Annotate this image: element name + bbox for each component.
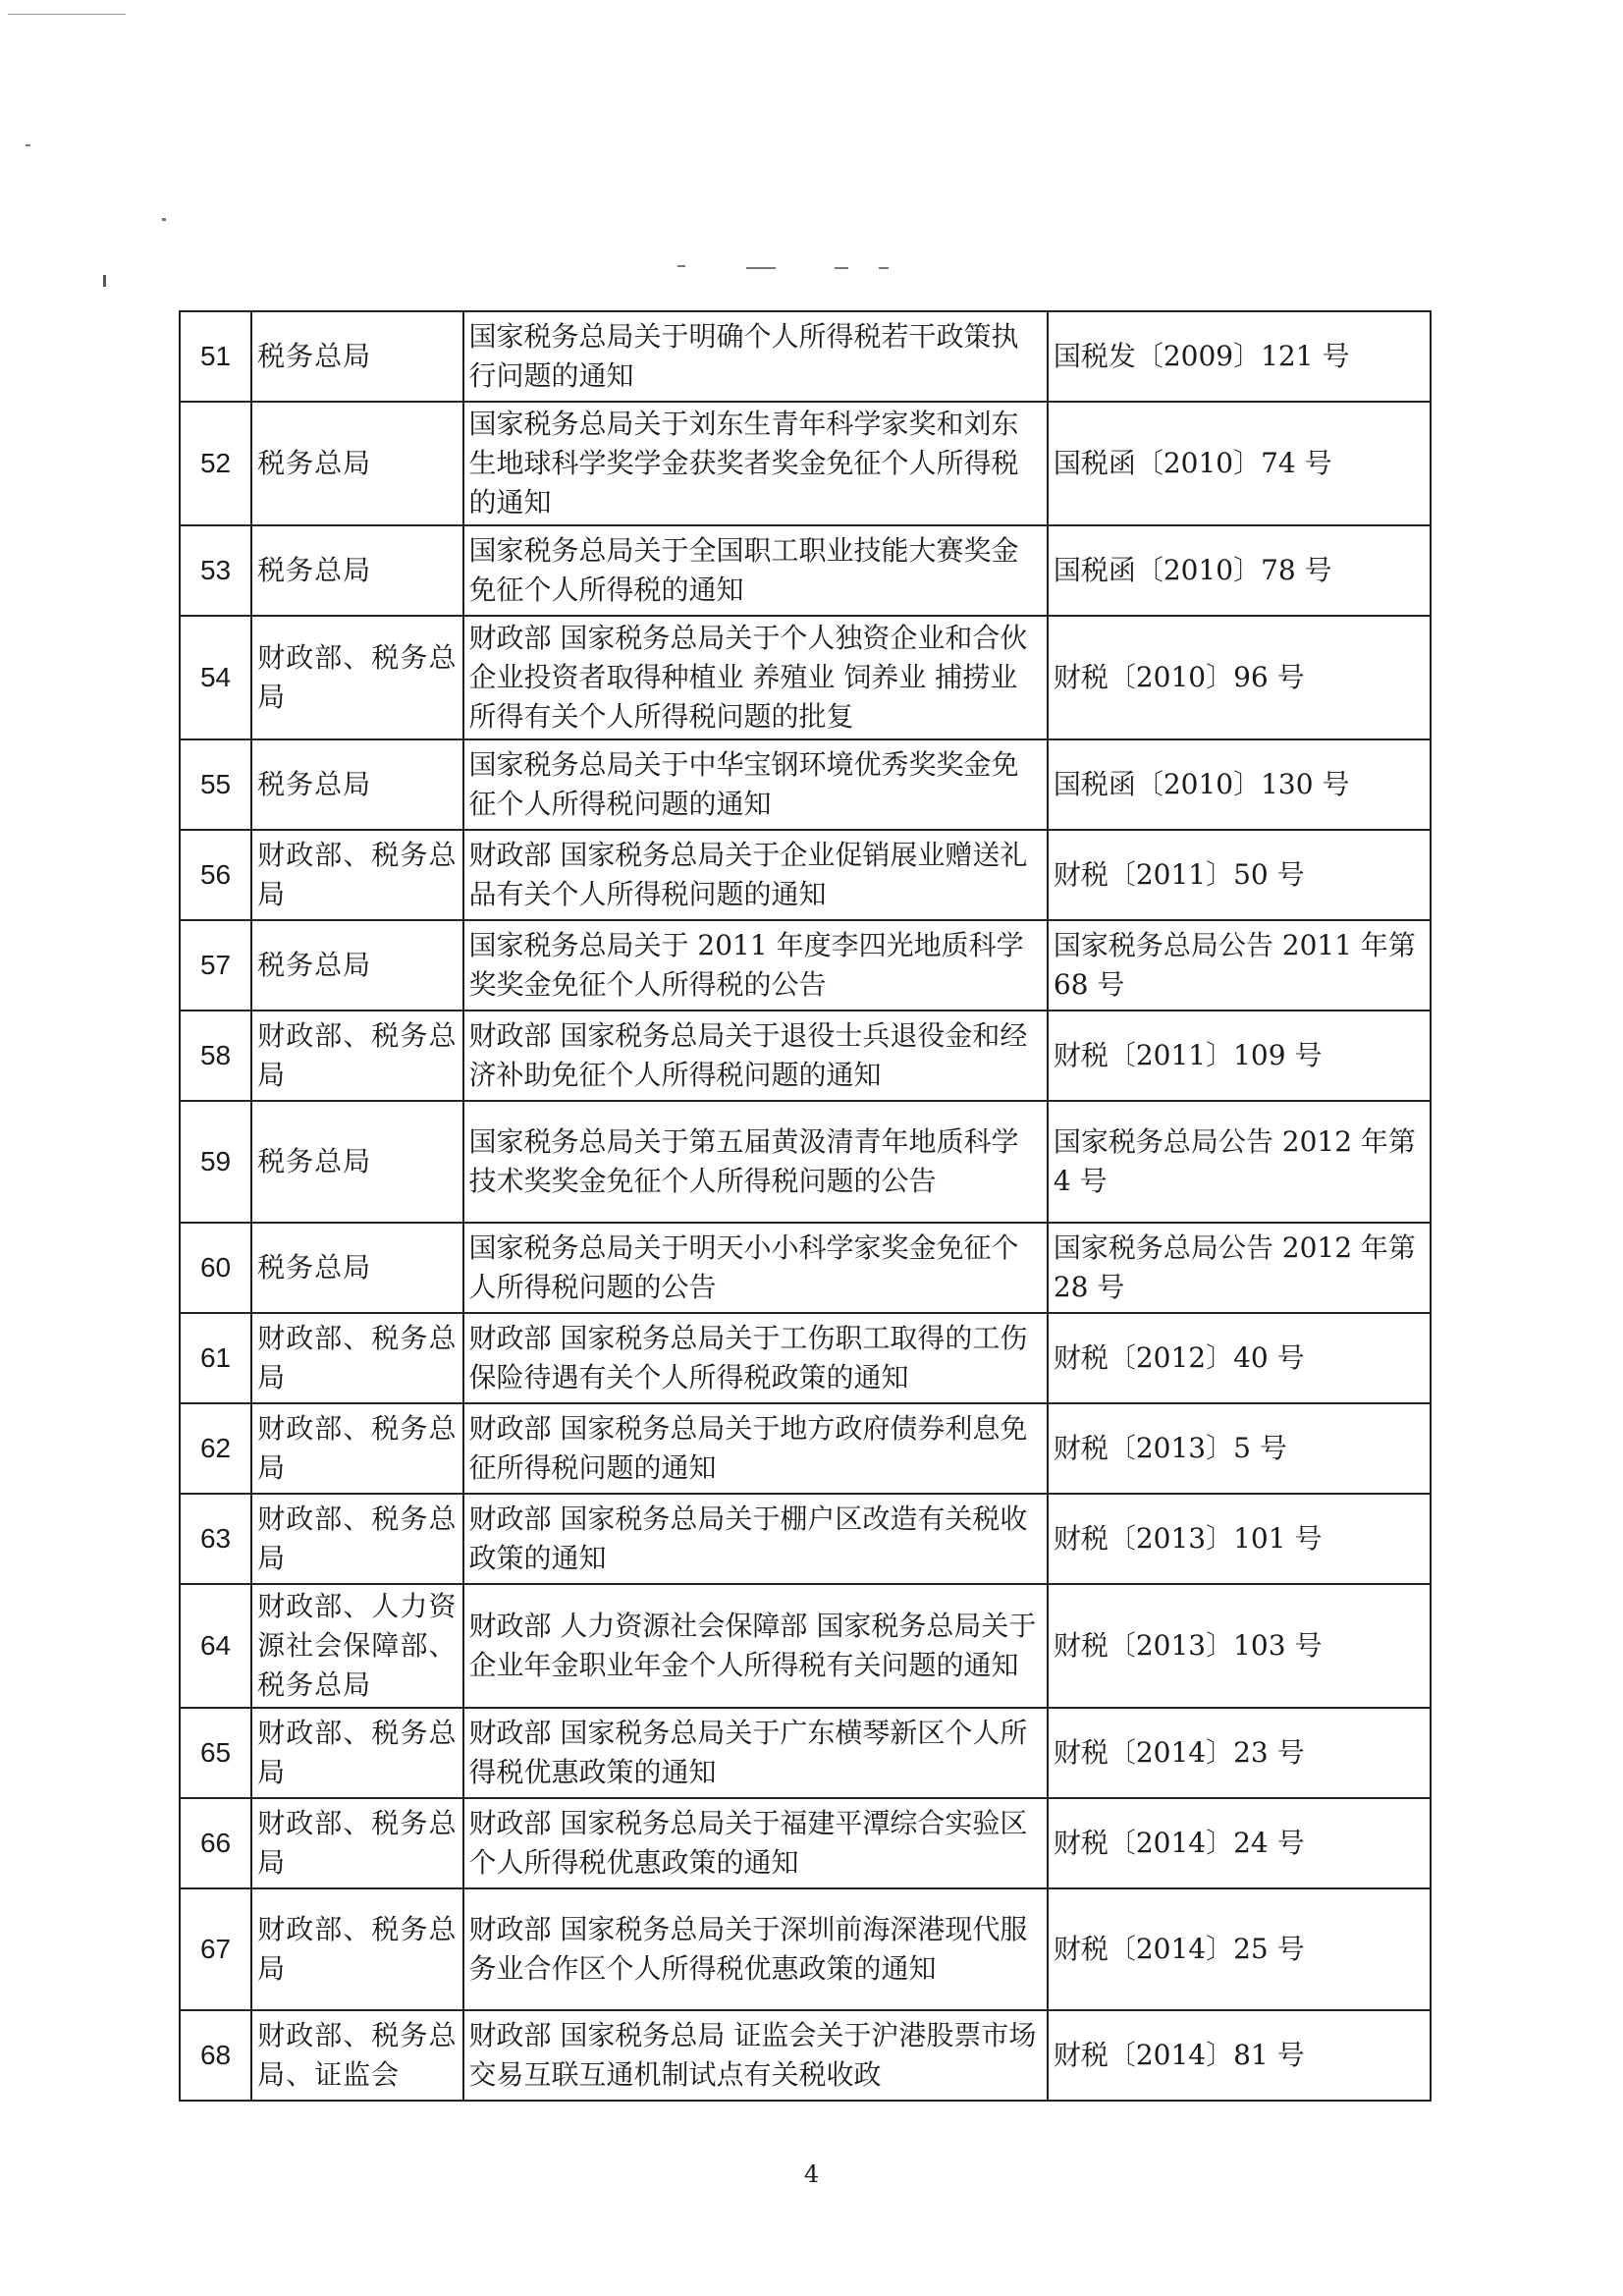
document-number: 财税〔2014〕23 号	[1048, 1708, 1431, 1798]
row-number: 59	[180, 1101, 251, 1223]
document-title: 国家税务总局关于明天小小科学家奖金免征个人所得税问题的公告	[463, 1223, 1048, 1313]
issuing-agency: 税务总局	[251, 920, 462, 1011]
document-title: 财政部 国家税务总局关于退役士兵退役金和经济补助免征个人所得税问题的通知	[463, 1011, 1048, 1101]
document-number: 财税〔2014〕25 号	[1048, 1888, 1431, 2010]
table-row	[180, 830, 1431, 920]
scan-artifact	[677, 265, 685, 267]
row-number: 61	[180, 1313, 251, 1403]
document-number: 财税〔2013〕5 号	[1048, 1403, 1431, 1494]
document-title: 财政部 人力资源社会保障部 国家税务总局关于企业年金职业年金个人所得税有关问题的通知	[463, 1584, 1048, 1708]
document-title: 财政部 国家税务总局关于棚户区改造有关税收政策的通知	[463, 1494, 1048, 1584]
issuing-agency: 税务总局	[251, 1223, 462, 1313]
row-number: 58	[180, 1011, 251, 1101]
table-row	[180, 1101, 1431, 1223]
row-number: 62	[180, 1403, 251, 1494]
issuing-agency: 财政部、税务总局	[251, 616, 462, 739]
document-number: 财税〔2014〕81 号	[1048, 2010, 1431, 2101]
row-number: 65	[180, 1708, 251, 1798]
scan-artifact	[103, 275, 106, 287]
issuing-agency: 税务总局	[251, 311, 462, 402]
scan-artifact	[162, 218, 166, 221]
row-number: 56	[180, 830, 251, 920]
table-row	[180, 311, 1431, 402]
issuing-agency: 税务总局	[251, 1101, 462, 1223]
scan-artifact	[8, 14, 126, 15]
document-title: 国家税务总局关于刘东生青年科学家奖和刘东生地球科学奖学金获奖者奖金免征个人所得税的通知	[463, 402, 1048, 525]
document-title: 财政部 国家税务总局关于地方政府债券利息免征所得税问题的通知	[463, 1403, 1048, 1494]
document-number: 财税〔2011〕109 号	[1048, 1011, 1431, 1101]
issuing-agency: 财政部、税务总局	[251, 830, 462, 920]
scan-artifact	[835, 267, 848, 269]
document-number: 国税发〔2009〕121 号	[1048, 311, 1431, 402]
row-number: 68	[180, 2010, 251, 2101]
issuing-agency: 税务总局	[251, 402, 462, 525]
row-number: 51	[180, 311, 251, 402]
document-title: 国家税务总局关于中华宝钢环境优秀奖奖金免征个人所得税问题的通知	[463, 739, 1048, 830]
document-title: 财政部 国家税务总局关于工伤职工取得的工伤保险待遇有关个人所得税政策的通知	[463, 1313, 1048, 1403]
table-row	[180, 1888, 1431, 2010]
table-row	[180, 2010, 1431, 2101]
table-row	[180, 1403, 1431, 1494]
table-row	[180, 1313, 1431, 1403]
table-row	[180, 1584, 1431, 1708]
table-row	[180, 1494, 1431, 1584]
table-row	[180, 402, 1431, 525]
scan-artifact	[746, 267, 776, 269]
document-title: 国家税务总局关于第五届黄汲清青年地质科学技术奖奖金免征个人所得税问题的公告	[463, 1101, 1048, 1223]
row-number: 66	[180, 1798, 251, 1888]
document-number: 国税函〔2010〕130 号	[1048, 739, 1431, 830]
row-number: 55	[180, 739, 251, 830]
document-number: 国家税务总局公告 2012 年第 28 号	[1048, 1223, 1431, 1313]
issuing-agency: 财政部、税务总局	[251, 1313, 462, 1403]
document-number: 财税〔2012〕40 号	[1048, 1313, 1431, 1403]
row-number: 63	[180, 1494, 251, 1584]
issuing-agency: 财政部、税务总局	[251, 1708, 462, 1798]
row-number: 64	[180, 1584, 251, 1708]
document-title: 财政部 国家税务总局关于福建平潭综合实验区个人所得税优惠政策的通知	[463, 1798, 1048, 1888]
row-number: 67	[180, 1888, 251, 2010]
issuing-agency: 财政部、税务总局	[251, 1011, 462, 1101]
document-title: 财政部 国家税务总局关于企业促销展业赠送礼品有关个人所得税问题的通知	[463, 830, 1048, 920]
row-number: 54	[180, 616, 251, 739]
table-row	[180, 1223, 1431, 1313]
document-number: 财税〔2011〕50 号	[1048, 830, 1431, 920]
row-number: 57	[180, 920, 251, 1011]
issuing-agency: 财政部、人力资源社会保障部、税务总局	[251, 1584, 462, 1708]
issuing-agency: 财政部、税务总局、证监会	[251, 2010, 462, 2101]
table-row	[180, 1011, 1431, 1101]
row-number: 53	[180, 525, 251, 616]
policy-document-table	[179, 310, 1432, 2102]
document-number: 国税函〔2010〕78 号	[1048, 525, 1431, 616]
scan-artifact	[26, 144, 30, 146]
document-number: 国家税务总局公告 2011 年第 68 号	[1048, 920, 1431, 1011]
document-number: 财税〔2010〕96 号	[1048, 616, 1431, 739]
document-title: 国家税务总局关于全国职工职业技能大赛奖金免征个人所得税的通知	[463, 525, 1048, 616]
issuing-agency: 税务总局	[251, 525, 462, 616]
document-title: 财政部 国家税务总局关于深圳前海深港现代服务业合作区个人所得税优惠政策的通知	[463, 1888, 1048, 2010]
document-number: 国税函〔2010〕74 号	[1048, 402, 1431, 525]
document-title: 财政部 国家税务总局关于个人独资企业和合伙企业投资者取得种植业 养殖业 饲养业 捕捞业所得有关个人所得税问题的批复	[463, 616, 1048, 739]
table-row	[180, 525, 1431, 616]
row-number: 60	[180, 1223, 251, 1313]
table-row	[180, 1798, 1431, 1888]
table-row	[180, 1708, 1431, 1798]
table-row	[180, 920, 1431, 1011]
row-number: 52	[180, 402, 251, 525]
document-title: 财政部 国家税务总局关于广东横琴新区个人所得税优惠政策的通知	[463, 1708, 1048, 1798]
page-number: 4	[803, 2160, 820, 2188]
document-number: 财税〔2014〕24 号	[1048, 1798, 1431, 1888]
document-title: 国家税务总局关于 2011 年度李四光地质科学奖奖金免征个人所得税的公告	[463, 920, 1048, 1011]
table-row	[180, 616, 1431, 739]
issuing-agency: 财政部、税务总局	[251, 1494, 462, 1584]
document-title: 财政部 国家税务总局 证监会关于沪港股票市场交易互联互通机制试点有关税收政	[463, 2010, 1048, 2101]
table-body	[180, 311, 1431, 2101]
table-row	[180, 739, 1431, 830]
issuing-agency: 财政部、税务总局	[251, 1888, 462, 2010]
issuing-agency: 财政部、税务总局	[251, 1798, 462, 1888]
scan-artifact	[879, 267, 889, 269]
document-title: 国家税务总局关于明确个人所得税若干政策执行问题的通知	[463, 311, 1048, 402]
document-number: 财税〔2013〕103 号	[1048, 1584, 1431, 1708]
document-number: 国家税务总局公告 2012 年第 4 号	[1048, 1101, 1431, 1223]
document-number: 财税〔2013〕101 号	[1048, 1494, 1431, 1584]
issuing-agency: 税务总局	[251, 739, 462, 830]
issuing-agency: 财政部、税务总局	[251, 1403, 462, 1494]
